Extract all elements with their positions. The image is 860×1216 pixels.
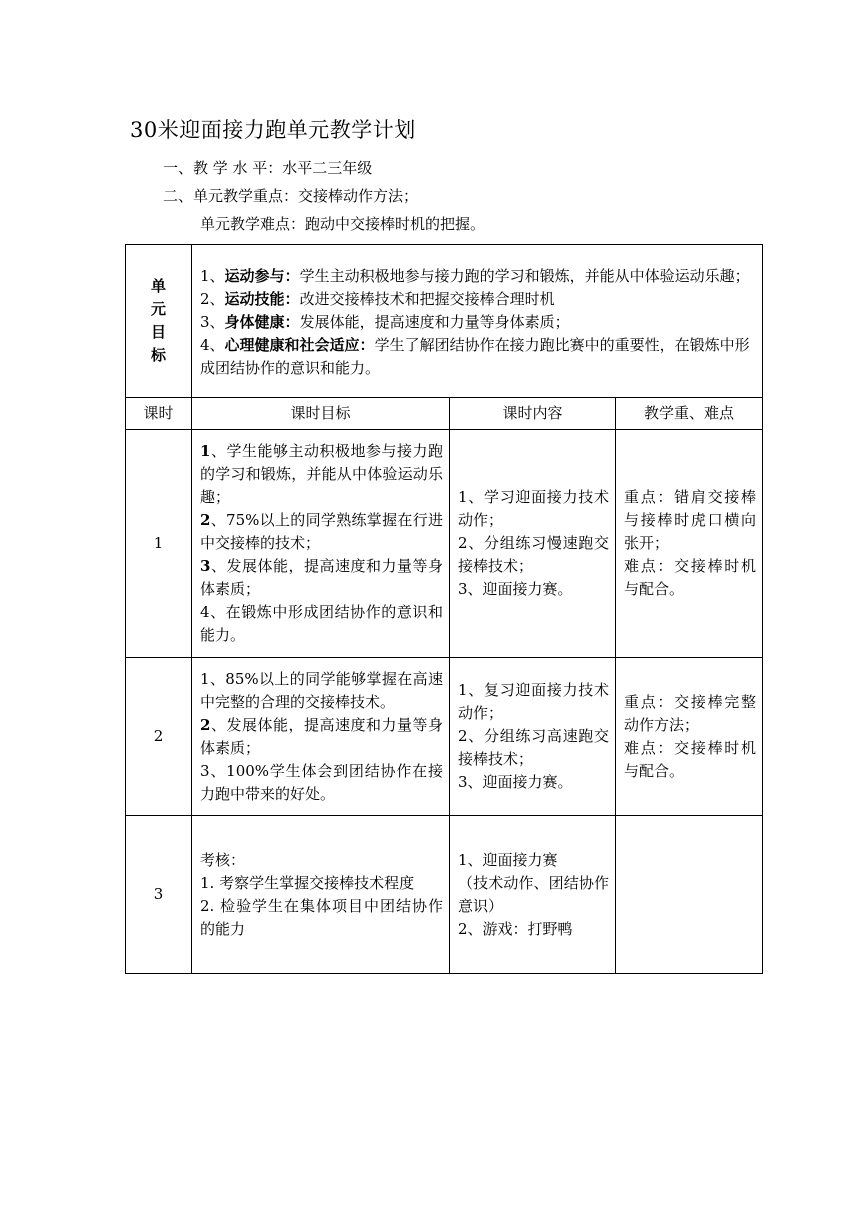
objective-item: 1. 考察学生掌握交接棒技术程度: [200, 873, 415, 892]
teaching-level-line: 一、教 学 水 平：水平二三年级: [163, 159, 373, 177]
lesson-key-points: [616, 816, 763, 974]
content-item: 3、迎面接力赛。: [458, 580, 573, 598]
unit-plan-table: [125, 244, 763, 974]
content-item: 1、复习迎面接力技术动作；: [458, 681, 609, 722]
objective-item: 1、85%以上的同学能够掌握在高速中完整的合理的交接棒技术。: [200, 669, 443, 711]
objective-item: 4、在锻炼中形成团结协作的意识和能力。: [200, 603, 443, 644]
unit-goals-label-char: 单: [150, 277, 166, 295]
key-item: 难点：交接棒时机与配合。: [624, 557, 757, 598]
content-item: 1、学习迎面接力技术动作；: [458, 488, 609, 529]
table-row: [126, 658, 763, 816]
unit-goals-label-char: 标: [150, 346, 166, 364]
objective-item: 2、75%以上的同学熟练掌握在行进中交接棒的技术；: [200, 511, 443, 552]
lesson-content: [450, 430, 616, 658]
page-title: 30米迎面接力跑单元教学计划: [130, 118, 416, 142]
lesson-content: [450, 658, 616, 816]
unit-goal-item: 1、运动参与：学生主动积极地参与接力跑的学习和锻炼，并能从中体验运动乐趣；: [200, 266, 750, 285]
unit-goal-item: 3、身体健康：发展体能，提高速度和力量等身体素质；: [200, 312, 570, 331]
lesson-key-points: [616, 658, 763, 816]
lesson-objectives: [192, 430, 450, 658]
key-item: 难点：交接棒时机与配合。: [624, 738, 757, 780]
content-item: 1、迎面接力赛: [458, 850, 558, 869]
unit-goals-label-char: 元: [150, 300, 166, 318]
header-key: 教学重、难点: [616, 398, 763, 430]
key-item: 重点：交接棒完整动作方法；: [624, 692, 757, 734]
lesson-objectives: [192, 816, 450, 974]
lesson-key-points: [616, 430, 763, 658]
unit-goal-item: 2、运动技能：改进交接棒技术和把握交接棒合理时机: [200, 289, 555, 308]
objective-item: 2、发展体能，提高速度和力量等身体素质；: [200, 715, 443, 757]
unit-goals-label-char: 目: [150, 323, 166, 341]
table-header-row: [126, 398, 763, 430]
content-item: （技术动作、团结协作意识）: [458, 873, 609, 915]
unit-goals-row: [126, 245, 763, 398]
lesson-number: 1: [126, 430, 192, 658]
lesson-number: 2: [126, 658, 192, 816]
unit-goals-label: [126, 245, 192, 398]
unit-difficulty-line: 单元教学难点：跑动中交接棒时机的把握。: [200, 215, 486, 233]
objective-item: 3、100%学生体会到团结协作在接力跑中带来的好处。: [200, 761, 443, 803]
unit-goal-item: 4、心理健康和社会适应：学生了解团结协作在接力跑比赛中的重要性，在锻炼中形成团结协作的意识和能力。: [200, 335, 750, 377]
header-objective: 课时目标: [192, 398, 450, 430]
objective-item: 1、学生能够主动积极地参与接力跑的学习和锻炼，并能从中体验运动乐趣；: [200, 442, 443, 506]
lesson-objectives: [192, 658, 450, 816]
content-item: 2、分组练习慢速跑交接棒技术；: [458, 534, 609, 575]
unit-goals-content: [192, 245, 763, 398]
header-content: 课时内容: [450, 398, 616, 430]
table-row: [126, 816, 763, 974]
objective-item: 2. 检验学生在集体项目中团结协作的能力: [200, 896, 443, 938]
lesson-number: 3: [126, 816, 192, 974]
unit-focus-line: 二、单元教学重点：交接棒动作方法；: [163, 187, 419, 205]
header-lesson: 课时: [126, 398, 192, 430]
objective-item: 3、发展体能，提高速度和力量等身体素质；: [200, 557, 443, 598]
content-item: 2、游戏：打野鸭: [458, 919, 573, 938]
content-item: 2、分组练习高速跑交接棒技术；: [458, 727, 609, 768]
table-row: [126, 430, 763, 658]
lesson-content: [450, 816, 616, 974]
key-item: 重点：错肩交接棒与接棒时虎口横向张开；: [624, 488, 757, 552]
objective-item: 考核：: [200, 850, 246, 869]
content-item: 3、迎面接力赛。: [458, 773, 573, 791]
